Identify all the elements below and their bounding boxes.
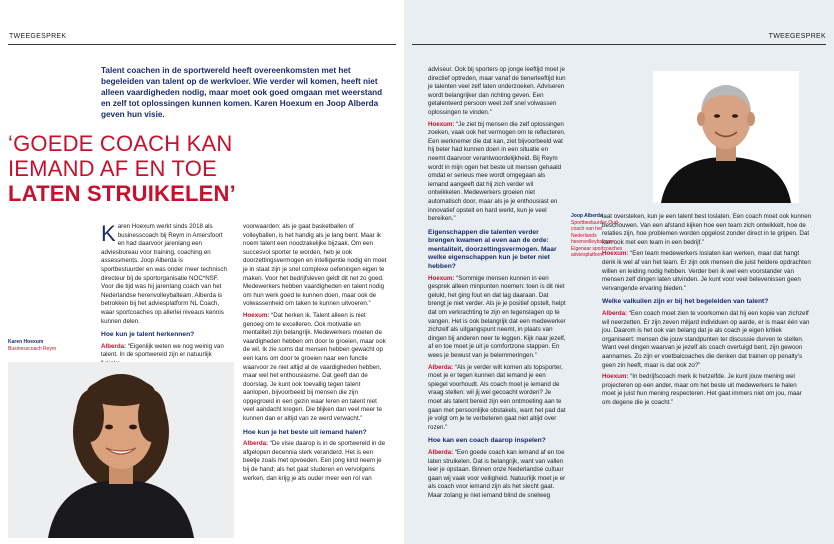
section-label-right: TWEEGESPREK	[768, 33, 826, 40]
question-5: Welke valkuilen zijn er bij het begeleiden van talent?	[602, 298, 769, 306]
photo-joop-alberda	[653, 71, 799, 203]
answer-text: “Een team medewerkers loslaten kan werken, maar dat hangt denk ik wel af van het team. Er zijn ook mensen die juist heldere opdrachten willen en leiding nodig hebben. Verder ben ik wel een voorstander van mensen zelf dingen laten uitvinden. Je kunt voor veel belevenissen geen vervangende ervaring bieden.”	[602, 250, 811, 292]
paragraph	[243, 440, 388, 483]
answer-text: “Een coach moet zien te voorkomen dat hij een kopie van zichzelf wil neerzetten. Er zijn zeven miljard individuen op aarde, er is maar één van jou. Daarom is het ook van belang dat je als coach je eigen kritiek organiseert: mensen die jouw standpunten ter discussie durven te stellen. Want veel dingen waarvan je jezelf als coach overtuigd bent, zijn gewoon aannames. Zo zijn er voetbalcoaches die denken dat trainen op penalty’s geen zin heeft, maar is dat ook zo?”	[602, 309, 810, 369]
paragraph	[428, 364, 566, 433]
speaker-alberda: Alberda:	[101, 342, 127, 350]
question-4: Hoe kan een coach daarop inspelen?	[428, 437, 546, 445]
photo-karen-hoexum	[8, 362, 234, 538]
answer-text: “Je ziet bij mensen die zelf oplossingen zoeken, vaak ook het vermogen om te reflecteren. Een werknemer die dat kan, ziet bijvoorbeeld wat hij beter had kunnen doen in een situatie en neemt daarvoor verantwoordelijkheid. Bij Reym wordt in mijn ogen het beste uit mensen gehaald omdat er serieus mee wordt omgegaan als iemand aangeeft dat hij zich verder wil ontwikkelen. Medewerkers groeien niet automatisch door, maar als je je enthousiast en innovatief opstelt en hard werkt, kun je veel bereiken.”	[428, 120, 566, 223]
article-column-1	[101, 223, 227, 372]
article-column-2	[243, 223, 388, 486]
answer-text: “De visie daarop is in de sportwereld in de afgelopen decennia sterk veranderd. Het is een beetje zoals met opvoeden. Een jong kind neem je bij de hand; als het gaat studeren en vervolgens werken, dan krijg je als ouder meer een rol van	[243, 440, 386, 482]
header-rule-left	[8, 44, 396, 45]
speaker-alberda: Alberda:	[243, 440, 269, 448]
answer-text: “Een goede coach kan iemand af en toe laten struikelen. Dat is belangrijk, want van vallen leer je opstaan. Binnen onze Nederlandse cultuur gaan wij vaak voor veiligheid. Natuurlijk moet je er als coach voor iemand zijn als het slecht gaat. Maar zolang je niet iemand blind de snelweg	[428, 448, 566, 499]
drop-cap: K	[101, 221, 116, 246]
speaker-alberda: Alberda:	[602, 309, 628, 317]
paragraph	[428, 275, 566, 361]
headline-line-3: LATEN STRUIKELEN’	[8, 181, 236, 206]
speaker-hoexum: Hoexum:	[243, 311, 270, 319]
question-2: Hoe kun je het beste uit iemand halen?	[243, 428, 367, 436]
paragraph: laat oversteken, kun je een talent best loslaten. Een coach moet ook kunnen beschouwen. Van een afstand kijken hoe een team zich ontwikkelt, hoe de relaties zijn, hoe problemen worden opgelost zonder direct in te grijpen. Dat kan ook met een team in een bedrijf.”	[602, 213, 812, 246]
caption-name: Joop Alberda	[571, 213, 603, 219]
paragraph	[602, 250, 812, 293]
speaker-hoexum: Hoexum:	[428, 274, 455, 282]
speaker-alberda: Alberda:	[428, 448, 454, 456]
portrait-man-icon	[653, 71, 799, 203]
intro-bio	[101, 223, 227, 326]
answer-text: “Als je verder wilt komen als topsporter, moet je er tegen kunnen dat iemand je een spiegel voorhoudt. Als coach moet je iemand de vraag stellen: wil jij wel gecoacht worden? Je moet als talent bereid zijn een ontmoeting aan te gaan met persoonlijke obstakels, want het pad dat je volgt om je te verbeteren gaat niet altijd over rozen.”	[428, 363, 566, 431]
intro-paragraph: Talent coachen in de sportwereld heeft overeenkomsten met het begeleiden van talent op de werkvloer. Wie verder wil komen, heeft niet alleen vaardigheden nodig, maar moet ook goed omgaan met weerstand en zelf tot oplossingen kunnen komen. Karen Hoexum en Joop Alberda geven hun visie.	[101, 66, 383, 119]
speaker-hoexum: Hoexum:	[602, 373, 629, 381]
article-column-4	[602, 213, 812, 410]
paragraph	[243, 312, 388, 424]
answer-text: “Sommige mensen kunnen in een gesprek alleen minpunten noemen: toen is dit niet gelukt, het ging fout en dat lag daaraan. Dat brengt je niet verder. Als je je positief opstelt, helpt dat om verkrachting te zijn en tegenslagen op te vangen. Het is ook belangrijk dat een medewerker zichzelf als uitgangspunt neemt, in plaats van dingen bij anderen neer te leggen. Kijk naar jezelf, af en toe moet je uit je comfortzone stappen. En wees je bewust van je belemmeringen.”	[428, 274, 566, 359]
bio-text: aren Hoexum werkt sinds 2018 als businesscoach bij Reym in Amersfoort en had daarvoor jarenlang een adviesbureau voor training, coaching en assessments. Joop Alberda is sportbestuurder en was onder meer technisch directeur bij de sportorganisatie NOC*NSF. Voor die tijd was hij jarenlang coach van het Nederlandse herenvolleybalteam. Alberda is betrokken bij het adviesplatform NL Coach, waar sportcoaches op allerlei niveaus kennis kunnen delen.	[101, 223, 227, 325]
paragraph	[428, 121, 566, 224]
section-label-left: TWEEGESPREK	[9, 33, 67, 40]
left-page	[0, 0, 404, 544]
caption-role: Businesscoach Reym	[8, 345, 57, 352]
headline-line-2: IEMAND AF EN TOE	[8, 156, 217, 181]
answer-text: “Dat herken ik. Talent alleen is niet genoeg om te excelleren. Ook motivatie en mentaliteit zijn belangrijk. Medewerkers moeten de vaardigheden hebben om door te groeien, maar ook de wil. Ik zie soms dat mensen hebben gewacht op een kans om door te groeien naar een functie waarvoor ze niet altijd al de vaardigheden hebben, maar wel het enthousiasme. Dat geeft dan de doorslag. Je kunt ook toevallig tegen talent aanlopen, bijvoorbeeld bij mensen die zijn opgegroeid in een gezin waar leren en talent niet veel aandacht kregen. Die blijken dan veel meer te kunnen dan er altijd van ze werd verwacht.”	[243, 311, 386, 423]
paragraph	[602, 310, 812, 370]
speaker-hoexum: Hoexum:	[602, 250, 629, 258]
right-page	[404, 0, 834, 544]
headline-line-1: ‘GOEDE COACH KAN	[8, 131, 233, 156]
caption-karen	[8, 339, 78, 352]
answer-text: “Eigenlijk weten we nog weinig van talent. In de sportwereld zijn er natuurlijk	[101, 342, 224, 359]
question-1: Hoe kun je talent herkennen?	[101, 331, 195, 339]
paragraph: voorwaarden: als je gaat basketballen of volleyballen, is het handig als je lang bent. Maar ik noem talent een noodzakelijke bijzaak. Om een succesvol sporter te worden, heb je ook doorzettingsvermogen en intelligentie nodig en moet je in staat zijn je snel complexe oefeningen eigen te maken. Voor het bedrijfsleven geldt dit net zo goed. Medewerkers hebben vaardigheden en talent nodig om hun werk goed te kunnen doen, maar ook de volwassenheid om taken te kunnen uitvoeren.”	[243, 223, 387, 308]
speaker-alberda: Alberda:	[428, 363, 454, 371]
page-header-left	[0, 0, 404, 44]
portrait-woman-icon	[8, 362, 234, 538]
answer-text: “In bedrijfscoach merk ik hetzelfde. Je kunt jouw mening wel projecteren op een ander, maar om het beste uit medewerkers te halen moet je juist hun mening respecteren. Het gaat immers niet om jou, maar om degene die je coacht.”	[602, 373, 802, 406]
paragraph	[602, 373, 812, 407]
question-3: Eigenschappen die talenten verder brengen kwamen al even aan de orde: mentaliteit, doorzettingsvermogen. Maar welke eigenschappen kun je beter niet hebben?	[428, 228, 557, 271]
article-column-3	[428, 66, 566, 504]
paragraph	[428, 449, 566, 501]
headline	[8, 131, 308, 206]
caption-name: Karen Hoexum	[8, 339, 44, 345]
page-header-right	[404, 0, 834, 44]
caption-role: Sportbestuurder Oud-coach van het Nederlands herenvolleybalteam Eigenaar sportcoaches adviesplatform	[571, 219, 623, 258]
speaker-hoexum: Hoexum:	[428, 120, 455, 128]
paragraph: adviseur. Ook bij sporters op jonge leeftijd moet je directief optreden, maar vanaf de tienerleeftijd kun je talenten veel zelf laten onderzoeken. Adviseren wordt belangrijker dan richting geven. Een getalenteerd persoon weet zelf snel volwassen oplossingen te vinden.”	[428, 66, 566, 116]
header-rule-right	[412, 44, 826, 45]
